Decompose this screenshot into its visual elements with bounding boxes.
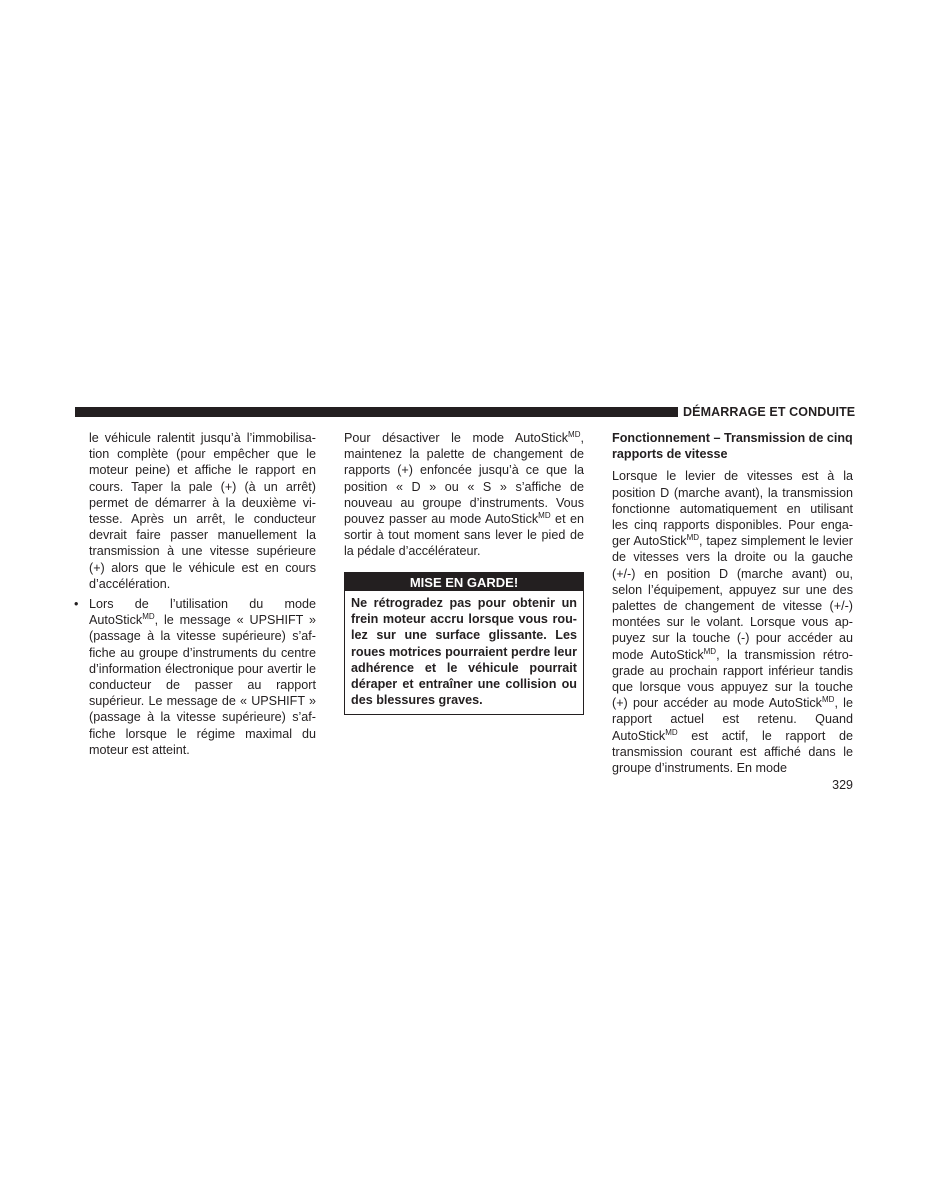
section-title: DÉMARRAGE ET CONDUITE: [683, 405, 856, 419]
trademark-sup: MD: [142, 612, 155, 622]
paragraph-operation: [612, 468, 853, 776]
paragraph-part: Pour désactiver le mode AutoStick: [344, 431, 569, 445]
trademark-sup: MD: [821, 695, 835, 705]
subheading: Fonctionnement – Transmission de cinq rapports de vitesse: [612, 431, 853, 462]
list-item: [74, 596, 316, 758]
warning-title: MISE EN GARDE!: [345, 573, 583, 591]
paragraph-continued: le véhicule ralentit jusqu’à l’immobilisation complète (pour empêcher que le moteur peine) et affiche le rapport en cours. Taper la pale (+) (à un arrêt) permet de démarrer à la deuxième vitesse. Après un arrêt, le conducteur devrait faire passer manuellement la transmission à une vitesse supérieure (+) alors que le véhicule est en cours d’accélération.: [89, 431, 316, 591]
bullet-text: [89, 596, 316, 758]
paragraph-part: , maintenez la palette de changement de rapports (+) enfoncée jusqu’à ce que la position « D » ou « S » s’affiche de nouveau au groupe d’instruments. Vous pouvez passer au mode AutoStick: [344, 431, 584, 527]
paragraph-part: et en sortir à tout moment sans lever le pied de la pédale d’accélérateur.: [344, 512, 585, 559]
paragraph-part: est actif, le rapport de transmission courant est affiché dans le groupe d’instruments. En mode: [612, 728, 853, 776]
warning-body: Ne rétrogradez pas pour obtenir un frein moteur accru lorsque vous roulez sur une surface glissante. Les roues motrices pourraient perdre leur adhérence et le véhicule pourrait déraper et entraîner une collision ou des blessures graves.: [351, 596, 577, 708]
warning-box: [344, 572, 584, 715]
bullet-icon: •: [74, 597, 79, 612]
column-right: [612, 430, 853, 776]
paragraph-part: , le rapport actuel est retenu. Quand AutoStick: [612, 696, 853, 743]
paragraph-part: , la transmission rétrograde au prochain rapport inférieur tandis que lorsque vous appuyez sur la touche (+) pour accéder au mode AutoStick: [612, 647, 853, 711]
bullet-text-part: , le message « UPSHIFT » (passage à la vitesse supérieure) s’affiche au groupe d’instruments du centre d’information électronique pour avertir le conducteur de passer au rapport supérieur. Le message de « UPSHIFT » (passage à la vitesse supérieure) s’affiche lorsque le régime maximal du moteur est atteint.: [89, 613, 316, 757]
column-left: [74, 430, 316, 758]
bullet-text-part: Lors de l’utilisation du mode AutoStick: [89, 597, 316, 628]
trademark-sup: MD: [538, 511, 551, 521]
page-number: 329: [832, 778, 853, 792]
section-header-bar: [75, 407, 678, 417]
trademark-sup: MD: [568, 430, 581, 439]
trademark-sup: MD: [665, 727, 678, 737]
paragraph-part: , tapez simplement le levier de vitesses vers la droite ou la gauche (+/-) en position D (marche avant) ou, selon l’équipement, appuyez sur une des palettes de changement de vitesse (+/-) montées sur le volant. Lorsque vous appuyez sur la touche (-) pour accéder au mode AutoStick: [612, 534, 853, 662]
trademark-sup: MD: [686, 533, 700, 543]
trademark-sup: MD: [703, 646, 717, 656]
column-middle: [344, 430, 584, 560]
paragraph-deactivate: [344, 430, 584, 560]
paragraph-part: Lorsque le levier de vitesses est à la position D (marche avant), la transmission fonctionne automatiquement en utilisant les cinq rapports disponibles. Pour engager AutoStick: [612, 469, 853, 549]
